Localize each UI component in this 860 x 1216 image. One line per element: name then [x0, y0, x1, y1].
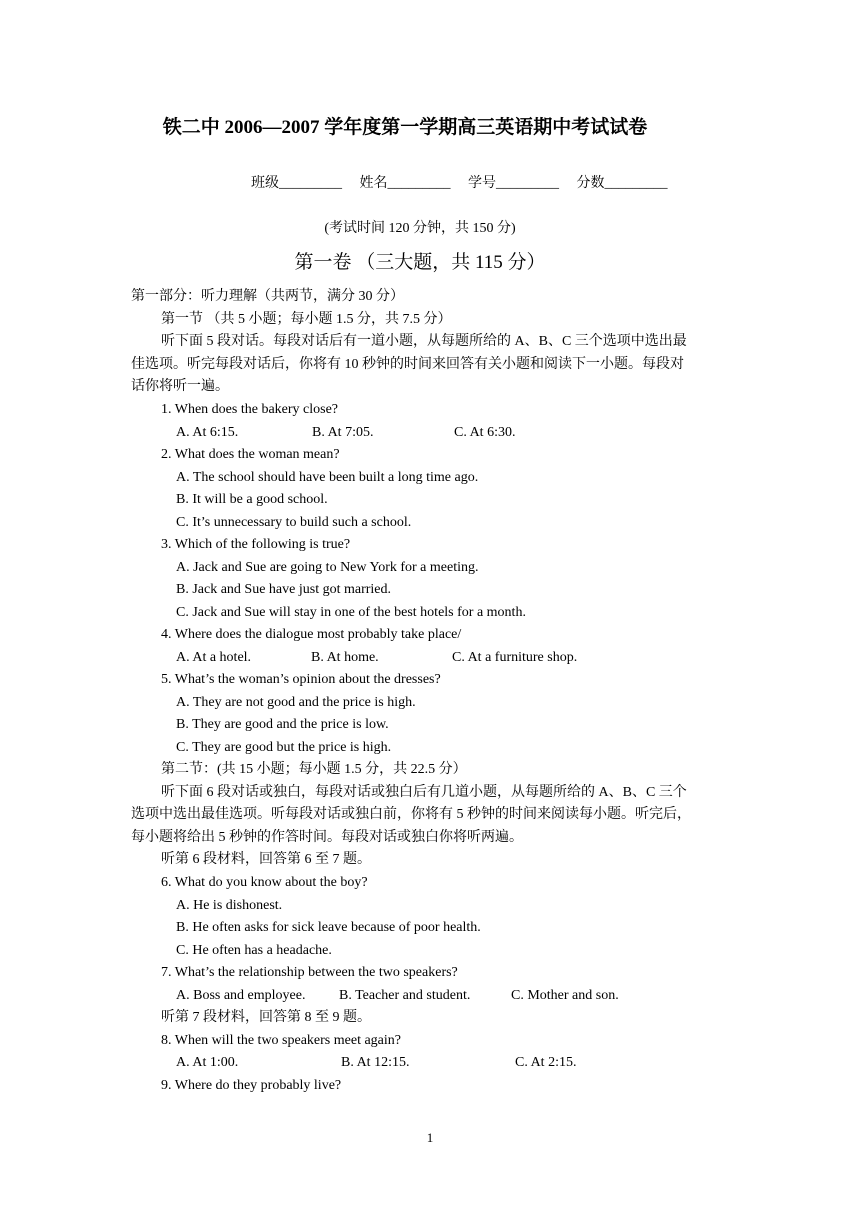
- volume-title: 第一卷 （三大题，共 115 分）: [294, 252, 546, 273]
- question-7-stem: 7. What’s the relationship between the two speakers?: [161, 965, 458, 980]
- question-1-option-c: C. At 6:30.: [454, 425, 516, 440]
- question-3-option-a: A. Jack and Sue are going to New York for a meeting.: [176, 560, 479, 575]
- section1-heading: 第一节 （共 5 小题；每小题 1.5 分，共 7.5 分）: [161, 312, 452, 327]
- question-3-option-b: B. Jack and Sue have just got married.: [176, 582, 392, 597]
- question-3-stem: 3. Which of the following is true?: [161, 537, 351, 552]
- section2-heading: 第二节：(共 15 小题；每小题 1.5 分，共 22.5 分）: [161, 762, 467, 777]
- part1-heading: 第一部分：听力理解（共两节，满分 30 分）: [131, 289, 404, 304]
- class-field: 班级_________: [251, 176, 342, 191]
- question-4-stem: 4. Where does the dialogue most probably take place/: [161, 627, 462, 642]
- question-6-option-b: B. He often asks for sick leave because of poor health.: [176, 920, 481, 935]
- question-5-option-c: C. They are good but the price is high.: [176, 740, 392, 755]
- question-8-option-a: A. At 1:00.: [176, 1055, 239, 1070]
- material-6-note: 听第 6 段材料，回答第 6 至 7 题。: [161, 852, 371, 867]
- material-7-note: 听第 7 段材料，回答第 8 至 9 题。: [161, 1010, 371, 1025]
- question-8-option-c: C. At 2:15.: [515, 1055, 577, 1070]
- score-field: 分数_________: [576, 176, 668, 191]
- question-7-option-b: B. Teacher and student.: [339, 988, 471, 1003]
- question-8-stem: 8. When will the two speakers meet again?: [161, 1033, 401, 1048]
- exam-time: (考试时间 120 分钟，共 150 分): [324, 221, 516, 236]
- question-2-option-b: B. It will be a good school.: [176, 492, 328, 507]
- section1-instruction-line1: 听下面 5 段对话。每段对话后有一道小题，从每题所给的 A、B、C 三个选项中选出最: [161, 334, 687, 349]
- question-5-option-b: B. They are good and the price is low.: [176, 717, 389, 732]
- question-1-option-a: A. At 6:15.: [176, 425, 239, 440]
- question-4-option-a: A. At a hotel.: [176, 650, 252, 665]
- page-number: 1: [426, 1130, 434, 1145]
- question-4-option-b: B. At home.: [311, 650, 379, 665]
- question-5-option-a: A. They are not good and the price is high.: [176, 695, 416, 710]
- exam-title: 铁二中 2006—2007 学年度第一学期高三英语期中考试试卷: [162, 117, 648, 138]
- question-6-option-a: A. He is dishonest.: [176, 898, 283, 913]
- question-7-option-a: A. Boss and employee.: [176, 988, 306, 1003]
- question-8-option-b: B. At 12:15.: [341, 1055, 410, 1070]
- question-2-option-c: C. It’s unnecessary to build such a school.: [176, 515, 412, 530]
- section2-instruction-line3: 每小题将给出 5 秒钟的作答时间。每段对话或独白你将听两遍。: [131, 830, 523, 845]
- question-3-option-c: C. Jack and Sue will stay in one of the best hotels for a month.: [176, 605, 526, 620]
- student-number-field: 学号_________: [468, 176, 559, 191]
- question-1-option-b: B. At 7:05.: [312, 425, 374, 440]
- student-info-line: [251, 175, 682, 193]
- question-9-stem: 9. Where do they probably live?: [161, 1078, 342, 1093]
- question-4-option-c: C. At a furniture shop.: [452, 650, 578, 665]
- question-2-stem: 2. What does the woman mean?: [161, 447, 340, 462]
- section2-instruction-line2: 选项中选出最佳选项。听每段对话或独白前，你将有 5 秒钟的时间来阅读每小题。听完后，: [131, 807, 691, 822]
- question-1-stem: 1. When does the bakery close?: [161, 402, 339, 417]
- section1-instruction-line3: 话你将听一遍。: [131, 379, 229, 394]
- question-5-stem: 5. What’s the woman’s opinion about the dresses?: [161, 672, 441, 687]
- question-6-stem: 6. What do you know about the boy?: [161, 875, 368, 890]
- section2-instruction-line1: 听下面 6 段对话或独白，每段对话或独白后有几道小题，从每题所给的 A、B、C 三个: [161, 785, 687, 800]
- question-6-option-c: C. He often has a headache.: [176, 943, 332, 958]
- question-2-option-a: A. The school should have been built a long time ago.: [176, 470, 479, 485]
- section1-instruction-line2: 佳选项。听完每段对话后，你将有 10 秒钟的时间来回答有关小题和阅读下一小题。每段对: [131, 357, 684, 372]
- name-field: 姓名_________: [359, 176, 451, 191]
- question-7-option-c: C. Mother and son.: [511, 988, 619, 1003]
